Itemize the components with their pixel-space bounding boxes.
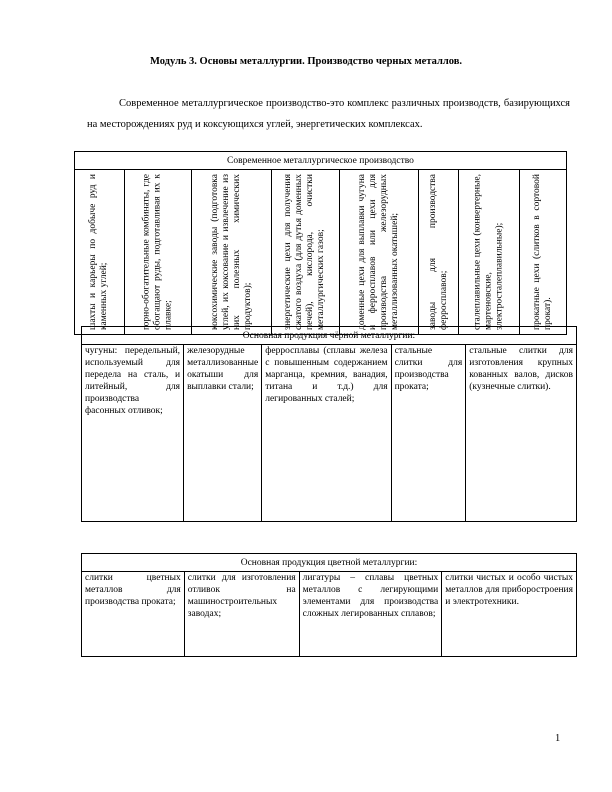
ferrous-products-table [81,326,577,522]
table-header: Основная продукция чёрной металлургии: [82,327,577,345]
table-cell [419,170,458,335]
table-cell: слитки цветных металлов для производства проката; [82,572,185,657]
table-header: Основная продукция цветной металлургии: [82,554,577,572]
table-cell [192,170,272,335]
table-cell: стальные слитки для изготовления крупных кованных валов, дисков (кузнечные слитки). [466,345,577,522]
table-cell [339,170,419,335]
table-cell: ферросплавы (сплавы железа с повышенным содержанием марганца, кремния, ванадия, титана и т.д.) для легированных сталей; [262,345,391,522]
table-cell: слитки для изготовления отливок на машиностроительных заводах; [184,572,299,657]
modern-production-table [74,151,567,335]
cell-text: шахты и карьеры по добыче руд и каменных углей; [88,174,110,330]
cell-text: горно-обогатительные комбинаты, где обогащают руды, подготавливая их к плавке; [141,174,174,330]
table-cell [124,170,192,335]
cell-text: доменные цехи для выплавки чугуна и ферросплавов или цехи для производства железорудных металлизованных окатышей; [357,174,401,330]
intro-paragraph: Современное металлургическое производство-это комплекс различных производств, базирующихся на месторождениях руд и коксующихся углей, энергетических комплексах. [87,98,570,130]
table-cell: стальные слитки для производства проката; [391,345,466,522]
table-header: Современное металлургическое производство [75,152,567,170]
nonferrous-products-table [81,553,577,657]
table-cell [271,170,339,335]
table-cell: чугуны: передельный, используемый для передела на сталь, и литейный, для производства фасонных отливок; [82,345,184,522]
page-title: Модуль 3. Основы металлургии. Производство черных металлов. [149,56,463,67]
cell-text: сталеплавильные цехи (конвертерные, мартеновские, электросталеплавильные); [472,174,505,330]
table-cell: железорудные металлизованные окатыши для выплавки стали; [184,345,262,522]
cell-text: коксохимические заводы (подготовка углей, их коксование и извлечение из них полезных химических продуктов); [209,174,253,330]
table-cell [75,170,125,335]
table-cell [520,170,567,335]
table-cell [458,170,520,335]
cell-text: энергетические цехи для получения сжатого воздуха (для дутья доменных печей), кислорода, очистки металлургических газов; [283,174,327,330]
cell-text: прокатные цехи (слитков в сортовой прокат). [532,174,554,330]
table-cell: лигатуры – сплавы цветных металлов с легирующими элементами для производства сложных легированных сплавов; [299,572,442,657]
table-cell: слитки чистых и особо чистых металлов для приборостроения и электротехники. [442,572,577,657]
cell-text: заводы для производства ферросплавов; [427,174,449,330]
page-number: 1 [555,733,561,744]
